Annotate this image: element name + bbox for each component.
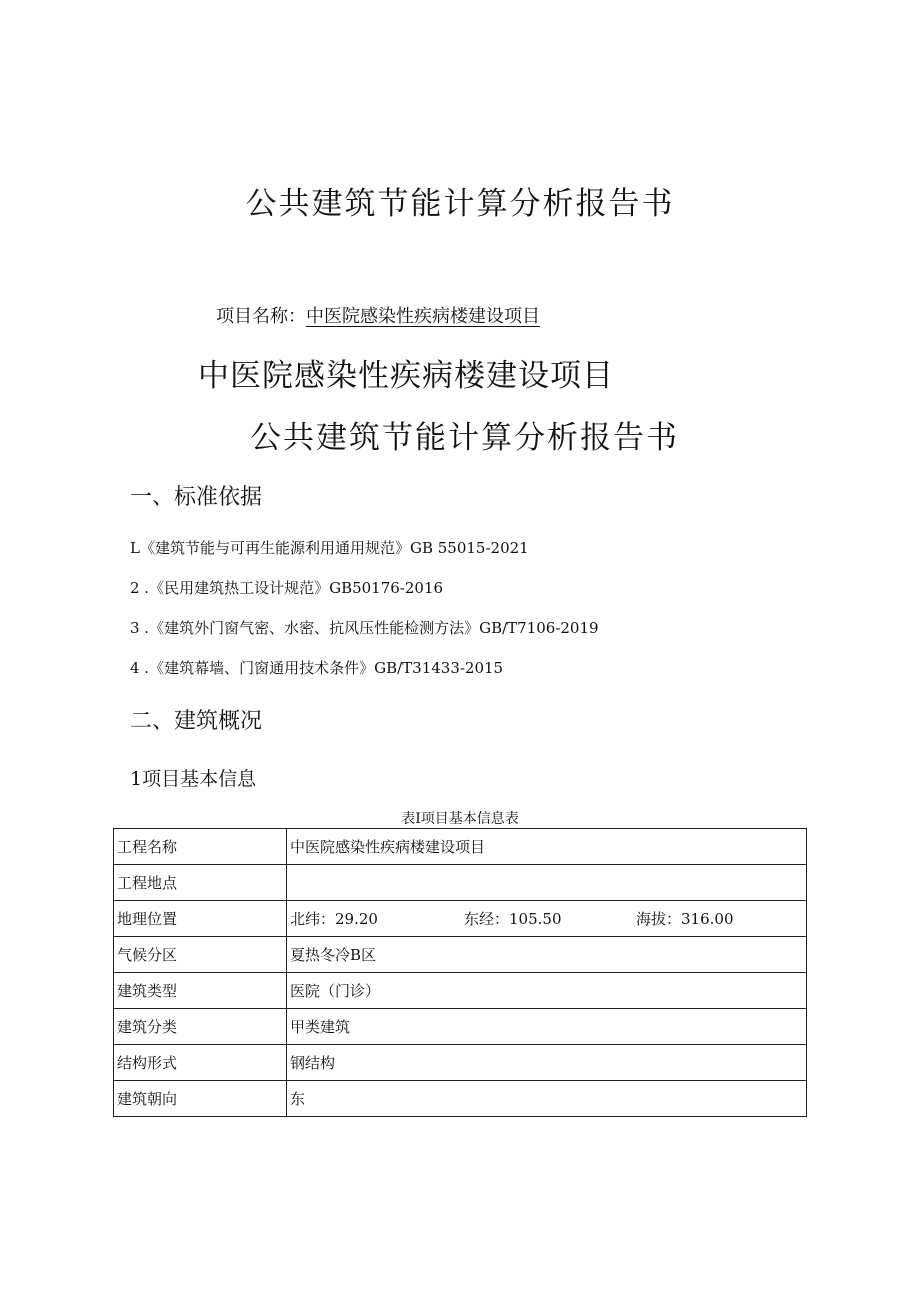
latitude: 北纬：29.20	[290, 910, 378, 928]
table-row	[114, 937, 807, 973]
subsection-heading: 1项目基本信息	[130, 768, 257, 790]
report-title: 公共建筑节能计算分析报告书	[250, 420, 679, 456]
reference-item: 2 .《民用建筑热工设计规范》GB50176-2016	[130, 579, 444, 597]
table-row	[114, 973, 807, 1009]
table-value: 医院（门诊）	[287, 973, 807, 1009]
table-key: 气候分区	[114, 937, 287, 973]
table-value-geo	[287, 901, 807, 937]
table-key: 建筑类型	[114, 973, 287, 1009]
project-title: 中医院感染性疾病楼建设项目	[198, 358, 614, 394]
table-row	[114, 865, 807, 901]
table-key: 建筑朝向	[114, 1081, 287, 1117]
altitude: 海拔：316.00	[636, 910, 734, 928]
table-value: 甲类建筑	[287, 1009, 807, 1045]
main-title: 公共建筑节能计算分析报告书	[245, 186, 675, 222]
project-info-table	[113, 828, 807, 1117]
table-value: 东	[287, 1081, 807, 1117]
table-value	[287, 865, 807, 901]
section-heading-overview: 二、建筑概况	[130, 709, 263, 734]
table-key: 工程名称	[114, 829, 287, 865]
table-row	[114, 1045, 807, 1081]
table-key: 建筑分类	[114, 1009, 287, 1045]
project-name-line	[216, 302, 540, 328]
longitude: 东经：105.50	[464, 910, 562, 928]
reference-item: L《建筑节能与可再生能源利用通用规范》GB 55015-2021	[130, 539, 529, 557]
section-heading-standards: 一、标准依据	[130, 485, 263, 510]
table-value: 中医院感染性疾病楼建设项目	[287, 829, 807, 865]
table-caption: 表I项目基本信息表	[401, 811, 519, 827]
table-value: 钢结构	[287, 1045, 807, 1081]
table-key: 结构形式	[114, 1045, 287, 1081]
table-value: 夏热冬冷B区	[287, 937, 807, 973]
project-name-value: 中医院感染性疾病楼建设项目	[306, 306, 540, 327]
reference-item: 3 .《建筑外门窗气密、水密、抗风压性能检测方法》GB/T7106-2019	[130, 619, 599, 637]
table-row	[114, 829, 807, 865]
table-row	[114, 1009, 807, 1045]
reference-item: 4 .《建筑幕墙、门窗通用技术条件》GB/T31433-2015	[130, 659, 504, 677]
project-name-label: 项目名称：	[216, 306, 306, 327]
table-key: 地理位置	[114, 901, 287, 937]
table-row	[114, 1081, 807, 1117]
table-key: 工程地点	[114, 865, 287, 901]
table-row	[114, 901, 807, 937]
